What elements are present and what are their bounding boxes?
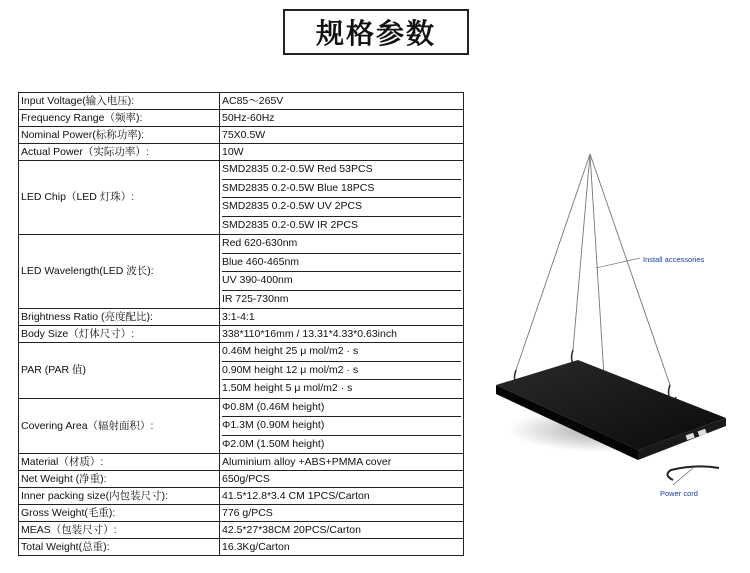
spec-row [19,343,464,399]
spec-label: MEAS（包装尺寸）: [19,522,220,539]
spec-value: 75X0.5W [220,127,464,144]
spec-value-line: 0.90M height 12 μ mol/m2 · s [222,362,461,381]
spec-value [220,161,464,235]
spec-value-line: SMD2835 0.2-0.5W IR 2PCS [222,218,358,231]
spec-row [19,522,464,539]
spec-value: 650g/PCS [220,471,464,488]
spec-label: Gross Weight(毛重): [19,505,220,522]
spec-label: Brightness Ratio (亮度配比): [19,309,220,326]
spec-value: AC85～265V [220,93,464,110]
spec-value-line: Φ2.0M (1.50M height) [222,437,325,450]
spec-row [19,471,464,488]
spec-row [19,309,464,326]
spec-value [220,343,464,399]
spec-value-line: SMD2835 0.2-0.5W Red 53PCS [222,161,461,180]
spec-label: Actual Power（实际功率）: [19,144,220,161]
spec-row [19,326,464,343]
spec-table [18,92,464,556]
spec-value-line: Φ0.8M (0.46M height) [222,399,461,418]
spec-label: Inner packing size(内包装尺寸): [19,488,220,505]
spec-row [19,488,464,505]
spec-value-line: SMD2835 0.2-0.5W Blue 18PCS [222,180,461,199]
spec-value-line: 1.50M height 5 μ mol/m2 · s [222,382,353,394]
spec-row [19,235,464,309]
spec-label: Body Size（灯体尺寸）: [19,326,220,343]
spec-value-line: SMD2835 0.2-0.5W UV 2PCS [222,198,461,217]
install-leader [596,258,640,268]
spec-row [19,454,464,471]
spec-row [19,110,464,127]
spec-row [19,93,464,110]
spec-value: 3:1-4:1 [220,309,464,326]
spec-label: Nominal Power(标称功率): [19,127,220,144]
spec-label: LED Chip（LED 灯珠）: [19,161,220,235]
spec-row [19,127,464,144]
spec-label: Net Weight (净重): [19,471,220,488]
spec-row [19,505,464,522]
spec-value [220,398,464,454]
spec-value-line: 0.46M height 25 μ mol/m2 · s [222,343,461,362]
spec-value-line: Red 620-630nm [222,235,461,254]
page-title: 规格参数 [283,9,469,55]
spec-value-line: Blue 460-465nm [222,254,461,273]
install-accessories-label: Install accessories [643,255,705,264]
power-leader [673,468,693,485]
spec-row [19,539,464,556]
power-cord-label: Power cord [660,489,698,498]
spec-value [220,235,464,309]
spec-value: 42.5*27*38CM 20PCS/Carton [220,522,464,539]
spec-value-line: Φ1.3M (0.90M height) [222,417,461,436]
spec-value: Aluminium alloy +ABS+PMMA cover [220,454,464,471]
spec-row [19,398,464,454]
spec-label: Covering Area（辐射面积）: [19,398,220,454]
spec-value: 776 g/PCS [220,505,464,522]
spec-row [19,144,464,161]
spec-label: Frequency Range（频率): [19,110,220,127]
spec-label: Material（材质）: [19,454,220,471]
spec-label: LED Wavelength(LED 波长): [19,235,220,309]
spec-label: PAR (PAR 值) [19,343,220,399]
spec-value: 10W [220,144,464,161]
spec-label: Total Weight(总重): [19,539,220,556]
spec-row [19,161,464,235]
spec-value-line: IR 725-730nm [222,292,289,305]
power-cord [667,466,719,480]
spec-value: 338*110*16mm / 13.31*4.33*0.63inch [220,326,464,343]
spec-label: Input Voltage(输入电压): [19,93,220,110]
spec-value: 41.5*12.8*3.4 CM 1PCS/Carton [220,488,464,505]
product-illustration [478,150,748,510]
spec-value-line: UV 390-400nm [222,272,461,291]
spec-value: 50Hz-60Hz [220,110,464,127]
spec-value: 16.3Kg/Carton [220,539,464,556]
